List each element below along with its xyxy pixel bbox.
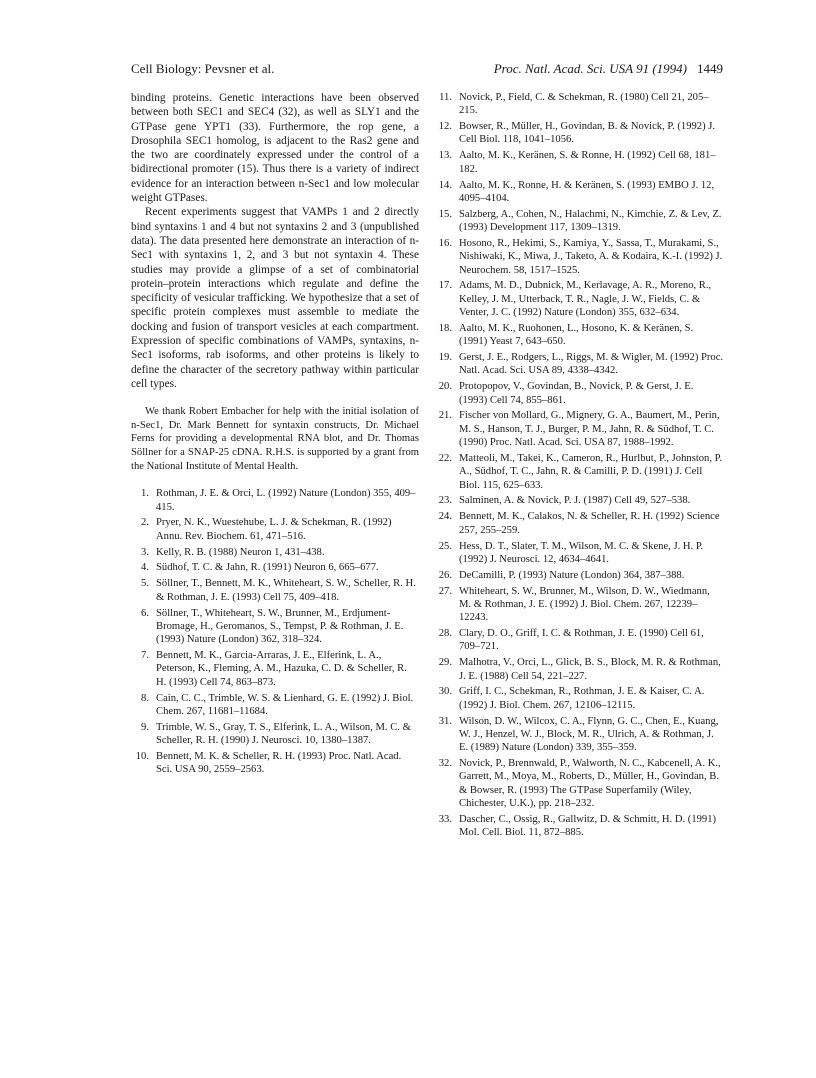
reference-number: 4.	[141, 562, 149, 574]
reference-item	[434, 208, 724, 235]
running-header	[131, 61, 723, 79]
reference-item	[434, 120, 724, 147]
reference-item	[131, 607, 419, 647]
reference-number: 16.	[438, 237, 452, 249]
left-column	[131, 91, 419, 779]
reference-item	[434, 149, 724, 176]
reference-item	[131, 692, 419, 719]
reference-number: 31.	[438, 715, 452, 727]
reference-number: 33.	[438, 813, 452, 825]
reference-item	[131, 649, 419, 689]
reference-text: Bennett, M. K., Garcia-Arraras, J. E., Elferink, L. A., Peterson, K., Fleming, A. M., Hazuka, C. D. & Scheller, R. H. (1993) Cell 74, 863–873.	[156, 650, 407, 688]
reference-text: Kelly, R. B. (1988) Neuron 1, 431–438.	[156, 546, 325, 558]
reference-number: 2.	[141, 517, 149, 529]
reference-number: 12.	[438, 121, 452, 133]
reference-text: Cain, C. C., Trimble, W. S. & Lienhard, G. E. (1992) J. Biol. Chem. 267, 11681–11684.	[156, 692, 414, 717]
reference-number: 32.	[438, 758, 452, 770]
reference-text: Salzberg, A., Cohen, N., Halachmi, N., Kimchie, Z. & Lev, Z. (1993) Development 117, 1309–1319.	[459, 208, 722, 234]
reference-item	[434, 540, 724, 567]
reference-number: 15.	[438, 208, 452, 220]
reference-item	[434, 813, 724, 840]
right-column	[434, 91, 724, 842]
reference-list-left	[131, 487, 419, 776]
reference-number: 25.	[438, 540, 452, 552]
reference-text: Matteoli, M., Takei, K., Cameron, R., Hurlbut, P., Johnston, P. A., Südhof, T. C., Jahn, R. & Camilli, P. D. (1991) J. Cell Biol. 115, 625–633.	[459, 452, 723, 491]
reference-text: Aalto, M. K., Ronne, H. & Keränen, S. (1993) EMBO J. 12, 4095–4104.	[459, 179, 715, 204]
reference-text: Hosono, R., Hekimi, S., Kamiya, Y., Sassa, T., Murakami, S., Nishiwaki, K., Miwa, J., Taketo, A. & Kodaira, K.-I. (1992) J. Neurochem. 58, 1517–1525.	[459, 237, 723, 276]
reference-item	[434, 279, 724, 319]
reference-item	[434, 715, 724, 755]
reference-item	[434, 685, 724, 712]
reference-item	[434, 510, 724, 537]
body-paragraph-1: binding proteins. Genetic interactions have been observed between both SEC1 and SEC4 (32), as well as SLY1 and the GTPase gene YPT1 (33). Furthermore, the rop gene, a Drosophila SEC1 homolog, is adjacent to the Ras2 gene and the two are coordinately expressed under the control of a bidirectional promoter (15). Thus there is a variety of indirect evidence for an interaction between n-Sec1 and low molecular weight GTPases.	[131, 92, 419, 205]
reference-text: Protopopov, V., Govindan, B., Novick, P. & Gerst, J. E. (1993) Cell 74, 855–861.	[459, 381, 694, 406]
reference-item	[131, 516, 419, 543]
reference-text: Bowser, R., Müller, H., Govindan, B. & Novick, P. (1992) J. Cell Biol. 118, 1041–1056.	[459, 121, 716, 146]
header-journal	[494, 61, 723, 77]
header-journal-citation: Proc. Natl. Acad. Sci. USA 91 (1994)	[493, 61, 687, 76]
reference-item	[434, 179, 724, 206]
reference-number: 20.	[438, 381, 452, 393]
reference-number: 14.	[438, 179, 452, 191]
reference-item	[434, 91, 724, 118]
reference-item	[131, 561, 419, 574]
reference-item	[434, 656, 724, 683]
reference-number: 8.	[141, 692, 149, 704]
page-number: 1449	[697, 61, 723, 76]
reference-number: 30.	[438, 686, 452, 698]
reference-item	[434, 627, 724, 654]
reference-text: Fischer von Mollard, G., Mignery, G. A., Baumert, M., Perin, M. S., Hanson, T. J., Burger, P. M., Jahn, R. & Südhof, T. C. (1990) Proc. Natl. Acad. Sci. USA 87, 1988–1992.	[459, 410, 720, 449]
reference-text: Pryer, N. K., Wuestehube, L. J. & Schekman, R. (1992) Annu. Rev. Biochem. 61, 471–516.	[156, 517, 392, 542]
reference-number: 24.	[438, 511, 452, 523]
reference-number: 22.	[438, 452, 452, 464]
reference-text: Söllner, T., Bennett, M. K., Whiteheart, S. W., Scheller, R. H. & Rothman, J. E. (1993) Cell 75, 409–418.	[156, 578, 416, 603]
reference-text: Hess, D. T., Slater, T. M., Wilson, M. C. & Skene, J. H. P. (1992) J. Neurosci. 12, 4634–4641.	[459, 540, 704, 565]
reference-text: Bennett, M. K. & Scheller, R. H. (1993) Proc. Natl. Acad. Sci. USA 90, 2559–2563.	[156, 750, 402, 776]
reference-item	[434, 351, 724, 378]
reference-number: 7.	[141, 650, 149, 662]
reference-item	[131, 750, 419, 777]
reference-text: Trimble, W. S., Gray, T. S., Elferink, L. A., Wilson, M. C. & Scheller, R. H. (1990) J. Neurosci. 10, 1380–1387.	[156, 721, 411, 746]
reference-number: 26.	[438, 569, 452, 581]
reference-number: 21.	[438, 410, 452, 422]
reference-text: Adams, M. D., Dubnick, M., Kerlavage, A. R., Moreno, R., Kelley, J. M., Utterback, T. R., Nagle, J. W., Fields, C. & Venter, J. C. (1992) Nature (London) 355, 632–634.	[459, 280, 712, 319]
reference-item	[434, 569, 724, 582]
reference-text: Salminen, A. & Novick, P. J. (1987) Cell 49, 527–538.	[459, 495, 691, 507]
reference-number: 1.	[141, 488, 149, 500]
reference-text: Aalto, M. K., Ruohonen, L., Hosono, K. & Keränen, S. (1991) Yeast 7, 643–650.	[459, 322, 694, 348]
reference-item	[434, 452, 724, 492]
reference-item	[434, 494, 724, 507]
reference-number: 19.	[438, 352, 452, 364]
reference-item	[131, 487, 419, 514]
reference-number: 9.	[141, 721, 149, 733]
reference-number: 11.	[439, 92, 452, 103]
body-paragraph-2: Recent experiments suggest that VAMPs 1 and 2 directly bind syntaxins 1 and 4 but not syntaxins 2 and 3 (unpublished data). The data presented here demonstrate an interaction of n-Sec1 with syntaxins 1, 2, and 3 but not syntaxin 4. These studies may provide a glimpse of a set of combinatorial protein–protein interactions which regulate and define the specificity of vesicular trafficking. We hypothesize that a set of specific protein complexes must assemble to mediate the docking and fusion of transport vesicles at each compartment. Expression of specific combinations of VAMPs, syntaxins, n-Sec1 isoforms, rab isoforms, and other proteins is likely to define the character of the secretory pathway within particular cell types.	[131, 206, 419, 390]
reference-number: 23.	[438, 495, 452, 507]
reference-item	[434, 322, 724, 349]
reference-text: Dascher, C., Ossig, R., Gallwitz, D. & Schmitt, H. D. (1991) Mol. Cell. Biol. 11, 872–885.	[459, 813, 717, 839]
reference-number: 3.	[141, 546, 149, 558]
reference-item	[131, 546, 419, 559]
reference-item	[434, 380, 724, 407]
reference-item	[434, 237, 724, 277]
acknowledgment: We thank Robert Embacher for help with the initial isolation of n-Sec1, Dr. Mark Bennett for syntaxin constructs, Dr. Michael Ferns for providing a developmental RNA blot, and Dr. Thomas Söllner for a SNAP-25 cDNA. R.H.S. is supported by a grant from the National Institute of Mental Health.	[131, 406, 419, 472]
reference-text: Bennett, M. K., Calakos, N. & Scheller, R. H. (1992) Science 257, 255–259.	[459, 511, 720, 536]
reference-number: 18.	[438, 322, 452, 334]
reference-text: Söllner, T., Whiteheart, S. W., Brunner, M., Erdjument-Bromage, H., Geromanos, S., Tempst, P. & Rothman, J. E. (1993) Nature (London) 362, 318–324.	[156, 607, 404, 646]
reference-item	[434, 757, 724, 810]
reference-item	[131, 721, 419, 748]
reference-number: 29.	[438, 657, 452, 669]
reference-number: 10.	[135, 750, 149, 762]
reference-text: Malhotra, V., Orci, L., Glick, B. S., Block, M. R. & Rothman, J. E. (1988) Cell 54, 221–227.	[459, 657, 721, 682]
reference-number: 6.	[141, 607, 149, 619]
reference-number: 13.	[438, 150, 452, 162]
reference-text: Südhof, T. C. & Jahn, R. (1991) Neuron 6, 665–677.	[156, 562, 379, 574]
reference-item	[434, 409, 724, 449]
reference-text: Whiteheart, S. W., Brunner, M., Wilson, D. W., Wiedmann, M. & Rothman, J. E. (1992) J. Biol. Chem. 267, 12239–12243.	[459, 585, 710, 624]
reference-number: 5.	[141, 578, 149, 590]
reference-list-right	[434, 91, 724, 840]
reference-item	[131, 577, 419, 604]
reference-number: 17.	[438, 280, 452, 292]
reference-text: DeCamilli, P. (1993) Nature (London) 364, 387–388.	[459, 569, 685, 581]
reference-number: 28.	[438, 628, 452, 640]
reference-text: Griff, I. C., Schekman, R., Rothman, J. E. & Kaiser, C. A. (1992) J. Biol. Chem. 267, 12106–12115.	[459, 686, 705, 711]
reference-text: Rothman, J. E. & Orci, L. (1992) Nature (London) 355, 409–415.	[156, 488, 416, 513]
reference-text: Novick, P., Field, C. & Schekman, R. (1980) Cell 21, 205–215.	[459, 92, 709, 117]
reference-text: Gerst, J. E., Rodgers, L., Riggs, M. & Wigler, M. (1992) Proc. Natl. Acad. Sci. USA 89, 4338–4342.	[459, 352, 724, 377]
reference-text: Wilson, D. W., Wilcox, C. A., Flynn, G. C., Chen, E., Kuang, W. J., Henzel, W. J., Block, M. R., Ulrich, A. & Rothman, J. E. (1989) Nature (London) 339, 355–359.	[459, 715, 719, 754]
reference-text: Novick, P., Brennwald, P., Walworth, N. C., Kabcenell, A. K., Garrett, M., Moya, M., Roberts, D., Müller, H., Govindan, B. & Bowser, R. (1993) The GTPase Superfamily (Wiley, Chichester, U.K.), pp. 218–232.	[459, 758, 721, 810]
reference-text: Clary, D. O., Griff, I. C. & Rothman, J. E. (1990) Cell 61, 709–721.	[459, 628, 704, 653]
header-section-authors: Cell Biology: Pevsner et al.	[131, 61, 275, 76]
reference-item	[434, 585, 724, 625]
reference-number: 27.	[438, 585, 452, 597]
reference-text: Aalto, M. K., Keränen, S. & Ronne, H. (1992) Cell 68, 181–182.	[459, 150, 716, 175]
